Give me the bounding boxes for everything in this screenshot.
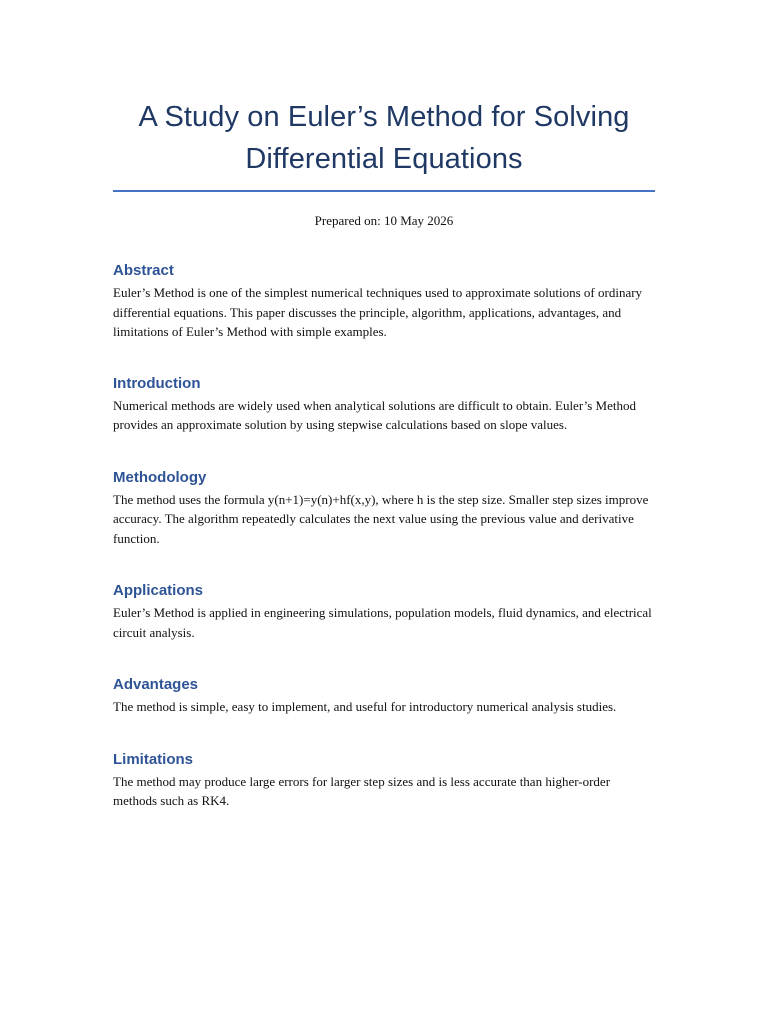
prepared-date: Prepared on: 10 May 2026	[314, 213, 454, 228]
section-body: Numerical methods are widely used when analytical solutions are difficult to obtain. Euler’s Method provides an approximate solution by using stepwise calculations based on slope values.	[113, 397, 636, 432]
section-introduction	[113, 374, 655, 435]
section-heading: Advantages	[113, 676, 199, 693]
section-body: Euler’s Method is applied in engineering simulations, population models, fluid dynamics, and electrical circuit analysis.	[113, 605, 652, 640]
section-heading: Abstract	[113, 262, 174, 279]
section-advantages	[113, 675, 655, 717]
section-heading: Applications	[113, 582, 204, 599]
section-methodology	[113, 468, 655, 549]
section-heading: Introduction	[113, 374, 201, 392]
document-page	[113, 96, 655, 811]
section-limitations	[113, 750, 655, 811]
title-divider	[113, 190, 655, 192]
section-body: The method is simple, easy to implement, and useful for introductory numerical analysis studies.	[113, 699, 617, 714]
section-body: The method may produce large errors for larger step sizes and is less accurate than higher-order methods such as RK4.	[113, 773, 611, 808]
section-body: The method uses the formula y(n+1)=y(n)+hf(x,y), where h is the step size. Smaller step sizes improve accuracy. The algorithm repeatedly calculates the next value using the previous value and derivative function.	[113, 491, 649, 546]
section-applications	[113, 581, 655, 642]
section-heading: Methodology	[113, 468, 207, 486]
document-title: A Study on Euler’s Method for Solving Differential Equations	[138, 101, 630, 175]
section-body: Euler’s Method is one of the simplest numerical techniques used to approximate solutions of ordinary differential equations. This paper discusses the principle, algorithm, applications, advantages, and limitations of Euler’s Method with simple examples.	[113, 285, 643, 339]
section-abstract	[113, 261, 655, 342]
section-heading: Limitations	[113, 750, 194, 768]
